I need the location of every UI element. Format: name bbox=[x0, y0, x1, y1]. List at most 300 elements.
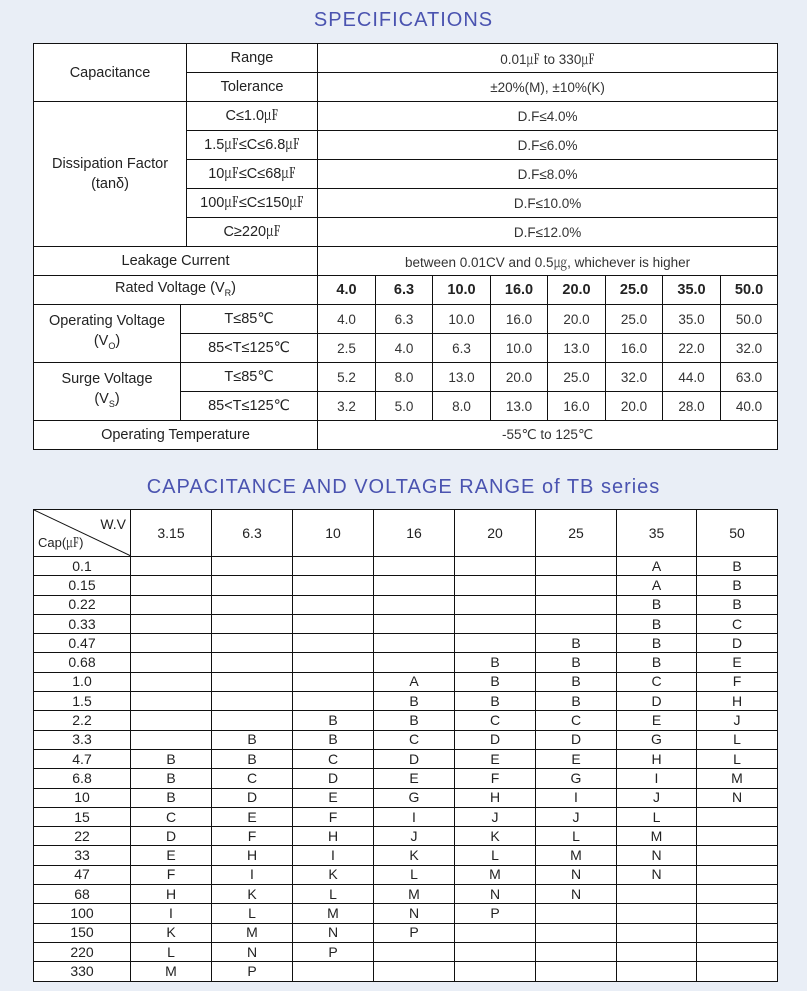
case-code-cell: B bbox=[131, 749, 212, 768]
operating-voltage-line1: Operating Voltage bbox=[48, 313, 166, 330]
surge-cond: T≤85℃ bbox=[181, 363, 318, 392]
case-code-cell: B bbox=[617, 595, 697, 614]
capacitance-cell: 4.7 bbox=[34, 749, 131, 768]
case-code-cell: A bbox=[617, 576, 697, 595]
case-code-cell bbox=[212, 692, 293, 711]
table-row bbox=[34, 614, 778, 633]
capacitance-cell: 33 bbox=[34, 846, 131, 865]
tolerance-value: ±20%(M), ±10%(K) bbox=[318, 73, 778, 102]
case-code-cell: M bbox=[455, 865, 536, 884]
df-value: D.F≤12.0% bbox=[318, 218, 778, 247]
capacitance-cell: 150 bbox=[34, 923, 131, 942]
capacitance-cell: 0.33 bbox=[34, 614, 131, 633]
case-code-cell: N bbox=[212, 942, 293, 961]
surge-voltage-line1: Surge Voltage bbox=[61, 371, 153, 388]
case-code-cell: C bbox=[293, 749, 374, 768]
case-code-cell bbox=[293, 692, 374, 711]
capacitance-cell: 10 bbox=[34, 788, 131, 807]
case-code-cell bbox=[212, 672, 293, 691]
rated-voltage-value: 25.0 bbox=[606, 276, 663, 305]
case-code-cell: E bbox=[617, 711, 697, 730]
rated-voltage-value: 6.3 bbox=[376, 276, 433, 305]
case-code-cell: N bbox=[455, 885, 536, 904]
case-code-cell: N bbox=[374, 904, 455, 923]
case-code-cell: L bbox=[131, 942, 212, 961]
operating-voltage-v: (V bbox=[93, 333, 109, 350]
surge-value: 20.0 bbox=[606, 392, 663, 421]
case-code-cell: L bbox=[293, 885, 374, 904]
operating-temperature-label: Operating Temperature bbox=[34, 421, 318, 450]
case-code-cell: H bbox=[455, 788, 536, 807]
capacitance-voltage-range-table bbox=[33, 509, 778, 982]
case-code-cell bbox=[374, 614, 455, 633]
case-code-cell bbox=[697, 865, 778, 884]
case-code-cell: B bbox=[536, 653, 617, 672]
case-code-cell: I bbox=[293, 846, 374, 865]
case-code-cell bbox=[131, 653, 212, 672]
case-code-cell: I bbox=[617, 769, 697, 788]
voltage-header: 50 bbox=[697, 510, 778, 557]
capacitance-label: Capacitance bbox=[34, 44, 187, 102]
surge-value: 25.0 bbox=[548, 363, 606, 392]
case-code-cell bbox=[455, 942, 536, 961]
case-code-cell: P bbox=[374, 923, 455, 942]
rated-voltage-value: 35.0 bbox=[663, 276, 721, 305]
table-row bbox=[34, 904, 778, 923]
case-code-cell bbox=[293, 595, 374, 614]
case-code-cell: E bbox=[293, 788, 374, 807]
capacitance-cell: 22 bbox=[34, 827, 131, 846]
case-code-cell bbox=[131, 557, 212, 576]
case-code-cell bbox=[455, 962, 536, 981]
case-code-cell bbox=[293, 962, 374, 981]
capacitance-cell: 68 bbox=[34, 885, 131, 904]
case-code-cell: G bbox=[374, 788, 455, 807]
case-code-cell: J bbox=[455, 807, 536, 826]
case-code-cell: M bbox=[536, 846, 617, 865]
case-code-cell: H bbox=[697, 692, 778, 711]
capacitance-cell: 47 bbox=[34, 865, 131, 884]
case-code-cell bbox=[374, 634, 455, 653]
case-code-cell: M bbox=[617, 827, 697, 846]
voltage-header: 25 bbox=[536, 510, 617, 557]
case-code-cell bbox=[131, 711, 212, 730]
case-code-cell bbox=[536, 923, 617, 942]
operating-value: 6.3 bbox=[433, 334, 491, 363]
case-code-cell: B bbox=[617, 614, 697, 633]
case-code-cell: D bbox=[374, 749, 455, 768]
case-code-cell: E bbox=[697, 653, 778, 672]
case-code-cell bbox=[131, 614, 212, 633]
case-code-cell: M bbox=[131, 962, 212, 981]
case-code-cell: J bbox=[697, 711, 778, 730]
case-code-cell bbox=[374, 576, 455, 595]
capacitance-cell: 220 bbox=[34, 942, 131, 961]
case-code-cell: F bbox=[293, 807, 374, 826]
case-code-cell: L bbox=[374, 865, 455, 884]
range-title: CAPACITANCE AND VOLTAGE RANGE of TB series bbox=[146, 476, 661, 498]
case-code-cell: J bbox=[617, 788, 697, 807]
case-code-cell: I bbox=[131, 904, 212, 923]
table-row bbox=[34, 788, 778, 807]
surge-value: 20.0 bbox=[491, 363, 548, 392]
capacitance-cell: 3.3 bbox=[34, 730, 131, 749]
case-code-cell bbox=[374, 653, 455, 672]
case-code-cell: L bbox=[455, 846, 536, 865]
case-code-cell bbox=[697, 923, 778, 942]
capacitance-cell: 15 bbox=[34, 807, 131, 826]
surge-value: 3.2 bbox=[318, 392, 376, 421]
case-code-cell: I bbox=[536, 788, 617, 807]
case-code-cell: B bbox=[374, 692, 455, 711]
operating-value: 16.0 bbox=[606, 334, 663, 363]
df-cond: C≥220㎌ bbox=[187, 218, 318, 247]
case-code-cell: I bbox=[374, 807, 455, 826]
table-row bbox=[34, 769, 778, 788]
surge-voltage-line2 bbox=[34, 389, 180, 414]
case-code-cell bbox=[212, 557, 293, 576]
case-code-cell bbox=[617, 962, 697, 981]
operating-value: 50.0 bbox=[721, 305, 778, 334]
case-code-cell: G bbox=[536, 769, 617, 788]
case-code-cell bbox=[617, 942, 697, 961]
case-code-cell: B bbox=[536, 634, 617, 653]
case-code-cell bbox=[697, 942, 778, 961]
case-code-cell: B bbox=[697, 576, 778, 595]
table-row bbox=[34, 807, 778, 826]
case-code-cell bbox=[536, 614, 617, 633]
df-value: D.F≤8.0% bbox=[318, 160, 778, 189]
table-row bbox=[34, 672, 778, 691]
case-code-cell bbox=[455, 576, 536, 595]
specifications-table bbox=[33, 43, 778, 450]
case-code-cell: L bbox=[697, 749, 778, 768]
case-code-cell: C bbox=[536, 711, 617, 730]
case-code-cell bbox=[536, 962, 617, 981]
case-code-cell bbox=[536, 942, 617, 961]
case-code-cell: N bbox=[617, 846, 697, 865]
df-value: D.F≤10.0% bbox=[318, 189, 778, 218]
case-code-cell: D bbox=[293, 769, 374, 788]
table-row bbox=[34, 885, 778, 904]
df-value: D.F≤6.0% bbox=[318, 131, 778, 160]
operating-value: 20.0 bbox=[548, 305, 606, 334]
case-code-cell: L bbox=[697, 730, 778, 749]
capacitance-cell: 0.68 bbox=[34, 653, 131, 672]
voltage-header: 35 bbox=[617, 510, 697, 557]
case-code-cell: N bbox=[697, 788, 778, 807]
case-code-cell bbox=[293, 653, 374, 672]
surge-value: 28.0 bbox=[663, 392, 721, 421]
surge-value: 5.2 bbox=[318, 363, 376, 392]
case-code-cell: B bbox=[617, 634, 697, 653]
case-code-cell bbox=[131, 672, 212, 691]
case-code-cell: N bbox=[536, 865, 617, 884]
df-label-line2: (tanδ) bbox=[91, 176, 129, 192]
case-code-cell bbox=[697, 962, 778, 981]
operating-cond: 85<T≤125℃ bbox=[181, 334, 318, 363]
operating-value: 35.0 bbox=[663, 305, 721, 334]
case-code-cell: B bbox=[131, 769, 212, 788]
table-row bbox=[34, 962, 778, 981]
rated-voltage-value: 16.0 bbox=[491, 276, 548, 305]
case-code-cell: K bbox=[131, 923, 212, 942]
case-code-cell bbox=[455, 923, 536, 942]
operating-value: 10.0 bbox=[433, 305, 491, 334]
case-code-cell bbox=[374, 557, 455, 576]
case-code-cell bbox=[212, 614, 293, 633]
surge-value: 13.0 bbox=[433, 363, 491, 392]
capacitance-cell: 100 bbox=[34, 904, 131, 923]
voltage-header: 6.3 bbox=[212, 510, 293, 557]
operating-value: 4.0 bbox=[318, 305, 376, 334]
table-row bbox=[34, 595, 778, 614]
case-code-cell: B bbox=[293, 730, 374, 749]
table-row bbox=[34, 576, 778, 595]
case-code-cell: B bbox=[455, 672, 536, 691]
case-code-cell bbox=[212, 595, 293, 614]
case-code-cell bbox=[293, 634, 374, 653]
case-code-cell: C bbox=[212, 769, 293, 788]
surge-voltage-v: (V bbox=[94, 391, 109, 408]
surge-value: 13.0 bbox=[491, 392, 548, 421]
surge-value: 5.0 bbox=[376, 392, 433, 421]
case-code-cell: J bbox=[374, 827, 455, 846]
surge-cond: 85<T≤125℃ bbox=[181, 392, 318, 421]
voltage-header: 3.15 bbox=[131, 510, 212, 557]
case-code-cell: J bbox=[536, 807, 617, 826]
df-value: D.F≤4.0% bbox=[318, 102, 778, 131]
case-code-cell: H bbox=[617, 749, 697, 768]
case-code-cell: B bbox=[455, 653, 536, 672]
capacitance-cell: 0.47 bbox=[34, 634, 131, 653]
operating-cond: T≤85℃ bbox=[181, 305, 318, 334]
case-code-cell: E bbox=[212, 807, 293, 826]
case-code-cell: C bbox=[697, 614, 778, 633]
df-cond: 10㎌≤C≤68㎌ bbox=[187, 160, 318, 189]
case-code-cell: D bbox=[131, 827, 212, 846]
case-code-cell: L bbox=[212, 904, 293, 923]
case-code-cell: E bbox=[374, 769, 455, 788]
operating-value: 13.0 bbox=[548, 334, 606, 363]
voltage-header: 10 bbox=[293, 510, 374, 557]
case-code-cell: C bbox=[374, 730, 455, 749]
case-code-cell: F bbox=[131, 865, 212, 884]
table-row bbox=[34, 749, 778, 768]
surge-value: 63.0 bbox=[721, 363, 778, 392]
operating-value: 2.5 bbox=[318, 334, 376, 363]
operating-value: 22.0 bbox=[663, 334, 721, 363]
case-code-cell: B bbox=[131, 788, 212, 807]
rated-voltage-close: ) bbox=[231, 279, 236, 296]
rated-voltage-sub: R bbox=[224, 287, 232, 298]
operating-value: 4.0 bbox=[376, 334, 433, 363]
surge-voltage-label bbox=[34, 363, 181, 421]
case-code-cell bbox=[212, 576, 293, 595]
case-code-cell bbox=[212, 711, 293, 730]
case-code-cell: M bbox=[697, 769, 778, 788]
case-code-cell bbox=[455, 595, 536, 614]
operating-voltage-label bbox=[34, 305, 181, 363]
range-value: 0.01㎌ to 330㎌ bbox=[318, 44, 778, 73]
df-cond: 1.5㎌≤C≤6.8㎌ bbox=[187, 131, 318, 160]
surge-value: 16.0 bbox=[548, 392, 606, 421]
table-row bbox=[34, 692, 778, 711]
surge-voltage-close: ) bbox=[114, 391, 120, 408]
case-code-cell: N bbox=[536, 885, 617, 904]
capacitance-cell: 0.22 bbox=[34, 595, 131, 614]
case-code-cell: K bbox=[374, 846, 455, 865]
case-code-cell bbox=[617, 923, 697, 942]
capacitance-cell: 2.2 bbox=[34, 711, 131, 730]
case-code-cell bbox=[536, 576, 617, 595]
case-code-cell: M bbox=[293, 904, 374, 923]
case-code-cell: K bbox=[293, 865, 374, 884]
case-code-cell: P bbox=[455, 904, 536, 923]
case-code-cell bbox=[131, 576, 212, 595]
case-code-cell bbox=[617, 885, 697, 904]
capacitance-cell: 330 bbox=[34, 962, 131, 981]
case-code-cell bbox=[697, 827, 778, 846]
df-cond: 100㎌≤C≤150㎌ bbox=[187, 189, 318, 218]
case-code-cell: K bbox=[212, 885, 293, 904]
case-code-cell: D bbox=[697, 634, 778, 653]
case-code-cell: P bbox=[293, 942, 374, 961]
surge-value: 8.0 bbox=[376, 363, 433, 392]
case-code-cell bbox=[131, 730, 212, 749]
case-code-cell: D bbox=[455, 730, 536, 749]
rated-voltage-value: 20.0 bbox=[548, 276, 606, 305]
surge-value: 44.0 bbox=[663, 363, 721, 392]
case-code-cell bbox=[293, 576, 374, 595]
case-code-cell: B bbox=[697, 557, 778, 576]
case-code-cell: B bbox=[617, 653, 697, 672]
case-code-cell bbox=[697, 846, 778, 865]
capacitance-cell: 1.0 bbox=[34, 672, 131, 691]
case-code-cell: F bbox=[212, 827, 293, 846]
case-code-cell bbox=[131, 692, 212, 711]
case-code-cell bbox=[455, 557, 536, 576]
case-code-cell bbox=[131, 595, 212, 614]
operating-voltage-line2 bbox=[34, 331, 180, 356]
case-code-cell: L bbox=[617, 807, 697, 826]
case-code-cell: C bbox=[617, 672, 697, 691]
case-code-cell bbox=[697, 885, 778, 904]
case-code-cell: H bbox=[293, 827, 374, 846]
voltage-header: 20 bbox=[455, 510, 536, 557]
operating-temperature-value: -55℃ to 125℃ bbox=[318, 421, 778, 450]
case-code-cell: B bbox=[212, 749, 293, 768]
leakage-value: between 0.01CV and 0.5㎍, whichever is higher bbox=[318, 247, 778, 276]
case-code-cell bbox=[374, 595, 455, 614]
case-code-cell: B bbox=[374, 711, 455, 730]
case-code-cell bbox=[697, 904, 778, 923]
case-code-cell: B bbox=[697, 595, 778, 614]
case-code-cell: C bbox=[131, 807, 212, 826]
case-code-cell bbox=[374, 962, 455, 981]
header-corner-cell bbox=[34, 510, 131, 557]
case-code-cell bbox=[131, 634, 212, 653]
operating-voltage-sub: O bbox=[108, 340, 116, 351]
table-row bbox=[34, 827, 778, 846]
case-code-cell bbox=[455, 614, 536, 633]
df-label-line1: Dissipation Factor bbox=[51, 156, 169, 172]
table-row bbox=[34, 865, 778, 884]
case-code-cell: D bbox=[536, 730, 617, 749]
operating-value: 10.0 bbox=[491, 334, 548, 363]
case-code-cell bbox=[536, 904, 617, 923]
specifications-title: SPECIFICATIONS bbox=[313, 9, 494, 31]
case-code-cell: M bbox=[374, 885, 455, 904]
case-code-cell bbox=[455, 634, 536, 653]
case-code-cell: P bbox=[212, 962, 293, 981]
case-code-cell: B bbox=[212, 730, 293, 749]
case-code-cell: N bbox=[617, 865, 697, 884]
case-code-cell: G bbox=[617, 730, 697, 749]
operating-value: 16.0 bbox=[491, 305, 548, 334]
surge-value: 32.0 bbox=[606, 363, 663, 392]
capacitance-cell: 0.1 bbox=[34, 557, 131, 576]
case-code-cell: H bbox=[212, 846, 293, 865]
case-code-cell: E bbox=[455, 749, 536, 768]
capacitance-cell: 0.15 bbox=[34, 576, 131, 595]
df-cond: C≤1.0㎌ bbox=[187, 102, 318, 131]
operating-value: 32.0 bbox=[721, 334, 778, 363]
rated-voltage-value: 4.0 bbox=[318, 276, 376, 305]
case-code-cell: K bbox=[455, 827, 536, 846]
case-code-cell: B bbox=[455, 692, 536, 711]
case-code-cell: N bbox=[293, 923, 374, 942]
capacitance-cell: 6.8 bbox=[34, 769, 131, 788]
case-code-cell bbox=[293, 557, 374, 576]
case-code-cell: M bbox=[212, 923, 293, 942]
case-code-cell bbox=[536, 557, 617, 576]
case-code-cell bbox=[617, 904, 697, 923]
wv-label: W.V bbox=[100, 516, 126, 532]
rated-voltage-value: 10.0 bbox=[433, 276, 491, 305]
case-code-cell: H bbox=[131, 885, 212, 904]
case-code-cell: F bbox=[697, 672, 778, 691]
case-code-cell bbox=[536, 595, 617, 614]
case-code-cell bbox=[293, 672, 374, 691]
table-row bbox=[34, 730, 778, 749]
table-row bbox=[34, 653, 778, 672]
case-code-cell bbox=[374, 942, 455, 961]
cap-label: Cap(㎌) bbox=[38, 535, 84, 550]
case-code-cell: E bbox=[131, 846, 212, 865]
table-row bbox=[34, 846, 778, 865]
range-label: Range bbox=[187, 44, 318, 73]
table-row bbox=[34, 711, 778, 730]
voltage-header: 16 bbox=[374, 510, 455, 557]
case-code-cell: B bbox=[293, 711, 374, 730]
case-code-cell bbox=[293, 614, 374, 633]
case-code-cell: A bbox=[617, 557, 697, 576]
case-code-cell: C bbox=[455, 711, 536, 730]
case-code-cell: I bbox=[212, 865, 293, 884]
surge-value: 8.0 bbox=[433, 392, 491, 421]
table-row bbox=[34, 942, 778, 961]
case-code-cell: A bbox=[374, 672, 455, 691]
operating-value: 25.0 bbox=[606, 305, 663, 334]
operating-value: 6.3 bbox=[376, 305, 433, 334]
case-code-cell bbox=[697, 807, 778, 826]
table-row bbox=[34, 923, 778, 942]
surge-value: 40.0 bbox=[721, 392, 778, 421]
case-code-cell: D bbox=[212, 788, 293, 807]
leakage-label: Leakage Current bbox=[34, 247, 318, 276]
rated-voltage-value: 50.0 bbox=[721, 276, 778, 305]
